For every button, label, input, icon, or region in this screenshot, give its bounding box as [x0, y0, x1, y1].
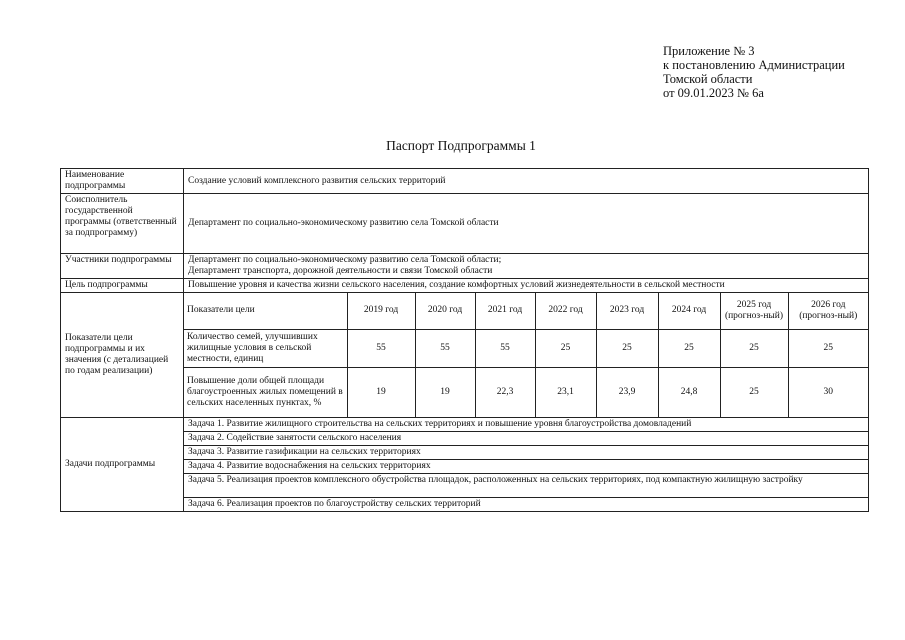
task-item: Задача 6. Реализация проектов по благоустройству сельских территорий	[184, 498, 869, 512]
task-item: Задача 3. Развитие газификации на сельских территориях	[184, 446, 869, 460]
label-goal: Цель подпрограммы	[61, 279, 184, 293]
indicator-row	[184, 329, 868, 367]
participant-1: Департамент по социально-экономическому развитию села Томской области;	[188, 255, 502, 265]
indicator-value: 25	[720, 367, 788, 417]
header-resolution: к постановлению Администрации	[663, 58, 845, 72]
indicator-name: Повышение доли общей площади благоустроенных жилых помещений в сельских населенных пунктах, %	[184, 367, 347, 417]
task-item: Задача 4. Развитие водоснабжения на сельских территориях	[184, 460, 869, 474]
indicator-value: 25	[535, 329, 596, 367]
header-appendix: Приложение № 3	[663, 44, 755, 58]
label-indicators: Показатели цели подпрограммы и их значения (с детализацией по годам реализации)	[61, 293, 184, 418]
indicator-value: 55	[347, 329, 415, 367]
indicator-value: 55	[475, 329, 535, 367]
indicator-value: 23,9	[596, 367, 658, 417]
task-item: Задача 2. Содействие занятости сельского населения	[184, 432, 869, 446]
indicator-value: 22,3	[475, 367, 535, 417]
row-name	[61, 169, 869, 194]
task-item: Задача 5. Реализация проектов комплексного обустройства площадок, расположенных на сельских территориях, под компактную жилищную застройку	[184, 474, 869, 498]
row-goal	[61, 279, 869, 293]
indicator-value: 24,8	[658, 367, 720, 417]
label-tasks: Задачи подпрограммы	[61, 418, 184, 512]
header-region: Томской области	[663, 72, 753, 86]
indicators-header-cell: 2019 год	[347, 293, 415, 329]
indicators-table	[184, 293, 868, 417]
value-participants	[184, 254, 869, 279]
label-coexecutor: Соисполнитель государственной программы (ответственный за подпрограмму)	[61, 194, 184, 254]
indicator-name: Количество семей, улучшивших жилищные условия в сельской местности, единиц	[184, 329, 347, 367]
page-title: Паспорт Подпрограммы 1	[386, 138, 536, 153]
indicator-value: 25	[720, 329, 788, 367]
value-coexecutor: Департамент по социально-экономическому развитию села Томской области	[184, 194, 869, 254]
indicators-header-row	[184, 293, 868, 329]
indicators-header-cell: 2026 год (прогноз-ный)	[788, 293, 868, 329]
indicator-value: 30	[788, 367, 868, 417]
row-participants	[61, 254, 869, 279]
indicators-header-cell: 2021 год	[475, 293, 535, 329]
indicator-value: 19	[415, 367, 475, 417]
label-participants: Участники подпрограммы	[61, 254, 184, 279]
row-indicators	[61, 293, 869, 418]
indicator-value: 25	[596, 329, 658, 367]
indicators-header-cell: 2025 год (прогноз-ный)	[720, 293, 788, 329]
indicator-value: 25	[658, 329, 720, 367]
indicators-header-cell: 2020 год	[415, 293, 475, 329]
indicator-value: 19	[347, 367, 415, 417]
indicators-header-cell: 2023 год	[596, 293, 658, 329]
label-name: Наименование подпрограммы	[61, 169, 184, 194]
row-task	[61, 418, 869, 432]
indicator-row	[184, 367, 868, 417]
indicator-value: 23,1	[535, 367, 596, 417]
value-goal: Повышение уровня и качества жизни сельского населения, создание комфортных условий жизнедеятельности в сельской местности	[184, 279, 869, 293]
indicators-cell	[184, 293, 869, 418]
participant-2: Департамент транспорта, дорожной деятельности и связи Томской области	[188, 266, 493, 276]
indicators-header-cell: 2024 год	[658, 293, 720, 329]
value-name: Создание условий комплексного развития сельских территорий	[184, 169, 869, 194]
document-header	[663, 44, 845, 100]
indicator-value: 25	[788, 329, 868, 367]
indicators-header-cell: 2022 год	[535, 293, 596, 329]
indicator-value: 55	[415, 329, 475, 367]
task-item: Задача 1. Развитие жилищного строительства на сельских территориях и повышение уровня благоустройства домовладений	[184, 418, 869, 432]
header-date: от 09.01.2023 № 6а	[663, 86, 764, 100]
indicators-header-cell: Показатели цели	[184, 293, 347, 329]
passport-table	[60, 168, 869, 512]
row-coexecutor	[61, 194, 869, 254]
